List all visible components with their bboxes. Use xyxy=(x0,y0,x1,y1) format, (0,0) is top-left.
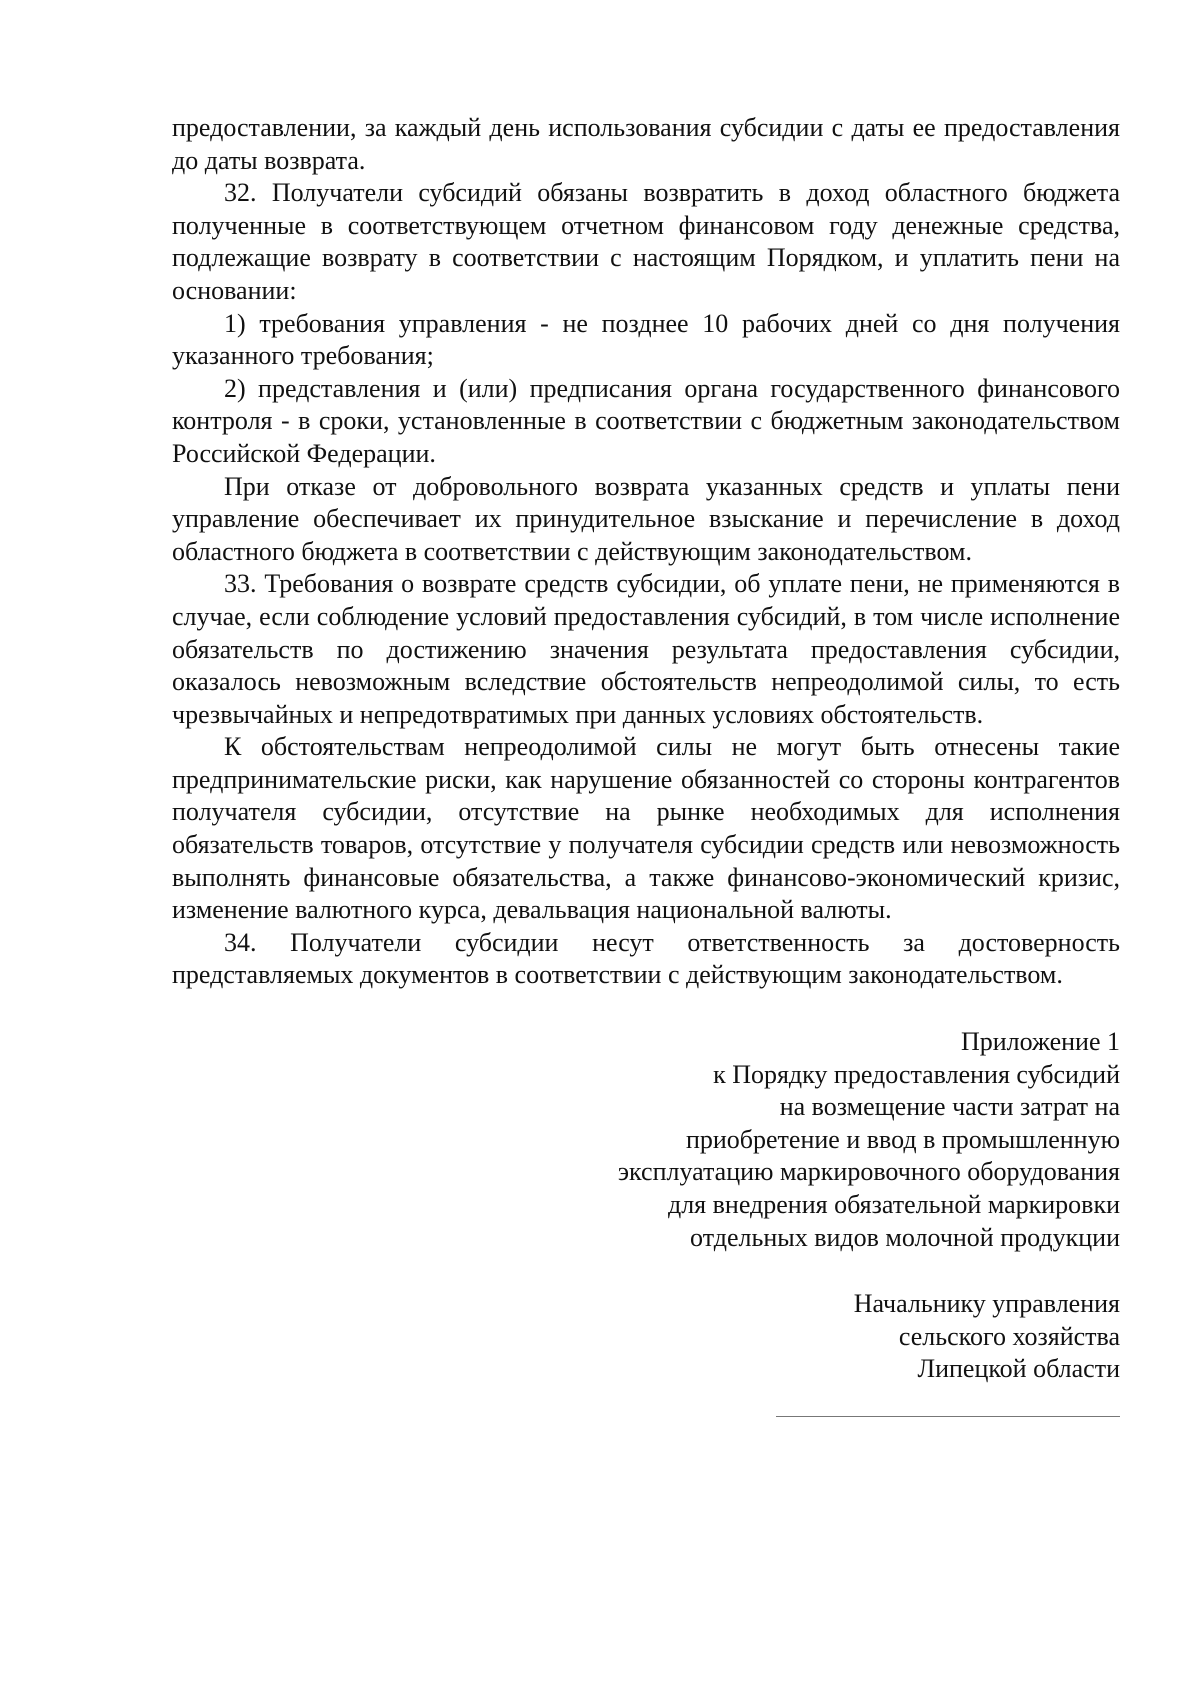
paragraph-return-continuation: предоставлении, за каждый день использования субсидии с даты ее предоставления до даты возврата. xyxy=(172,113,1120,175)
paragraph-force-majeure: К обстоятельствам непреодолимой силы не могут быть отнесены такие предпринимательские риски, как нарушение обязанностей со стороны контрагентов получателя субсидии, отсутствие на рынке необходимых для исполнения обязательств товаров, отсутствие у получателя субсидии средств или невозможность выполнять финансовые обязательства, а также финансово-экономический кризис, изменение валютного курса, девальвация национальной валюты. xyxy=(172,732,1120,925)
appendix-line: на возмещение части затрат на xyxy=(779,1092,1120,1122)
appendix-line: эксплуатацию маркировочного оборудования xyxy=(617,1157,1120,1187)
document-body xyxy=(172,112,1120,992)
paragraph-32: 32. Получатели субсидий обязаны возвратить в доход областного бюджета полученные в соответствующем отчетном финансовом году денежные средства, подлежащие возврату в соответствии с настоящим Порядком, и уплатить пени на основании: xyxy=(172,178,1120,305)
paragraph-refusal: При отказе от добровольного возврата указанных средств и уплаты пени управление обеспечивает их принудительное взыскание и перечисление в доход областного бюджета в соответствии с действующим законодательством. xyxy=(172,471,1120,566)
paragraph-33: 33. Требования о возврате средств субсидии, об уплате пени, не применяются в случае, если соблюдение условий предоставления субсидий, в том числе исполнение обязательств по достижению значения результата предоставления субсидии, оказалось невозможным вследствие обстоятельств непреодолимой силы, то есть чрезвычайных и непредотвратимых при данных условиях обстоятельств. xyxy=(172,569,1120,729)
appendix-line: к Порядку предоставления субсидий xyxy=(713,1059,1120,1089)
addressee-line: Липецкой области xyxy=(917,1354,1120,1384)
paragraph-32-item-1: 1) требования управления - не позднее 10 рабочих дней со дня получения указанного требования; xyxy=(172,308,1120,371)
appendix-line: приобретение и ввод в промышленную xyxy=(685,1124,1120,1154)
appendix-heading xyxy=(172,1026,1120,1254)
paragraph-34: 34. Получатели субсидии несут ответственность за достоверность представляемых документов в соответствии с действующим законодательством. xyxy=(172,927,1120,990)
addressee-line: Начальнику управления xyxy=(853,1289,1120,1319)
paragraph-32-item-2: 2) представления и (или) предписания органа государственного финансового контроля - в сроки, установленные в соответствии с бюджетным законодательством Российской Федерации. xyxy=(172,373,1120,468)
document-page xyxy=(172,112,1120,1417)
fill-in-line xyxy=(776,1416,1120,1417)
appendix-line: отдельных видов молочной продукции xyxy=(690,1222,1120,1252)
addressee-block xyxy=(172,1288,1120,1386)
appendix-line: для внедрения обязательной маркировки xyxy=(667,1190,1120,1219)
addressee-line: сельского хозяйства xyxy=(898,1321,1120,1351)
appendix-line: Приложение 1 xyxy=(960,1027,1120,1057)
